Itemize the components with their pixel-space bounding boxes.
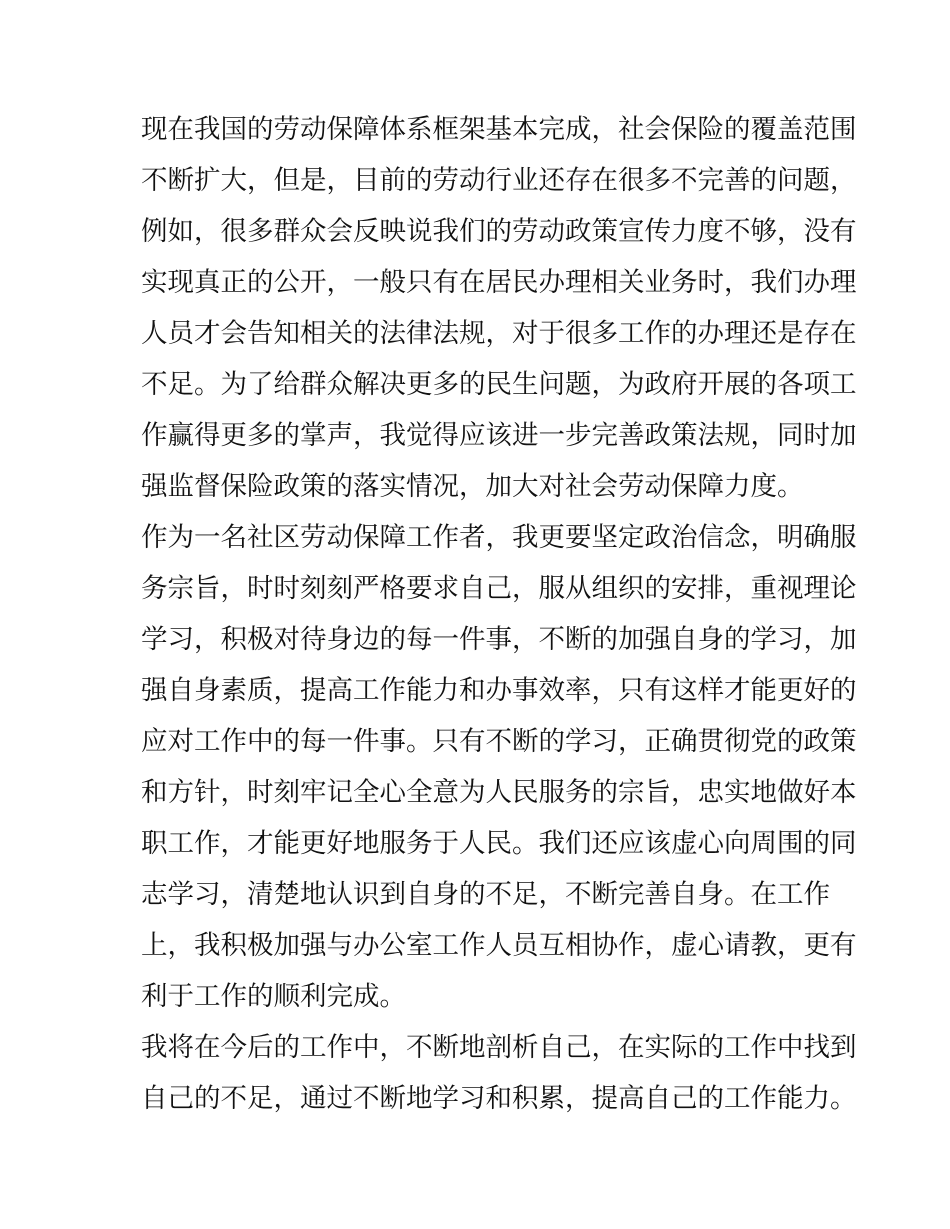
text-line: 不足。为了给群众解决更多的民生问题，为政府开展的各项工	[141, 369, 857, 400]
text-line: 学习，积极对待身边的每一件事，不断的加强自身的学习，加	[141, 624, 857, 655]
text-line: 作赢得更多的掌声，我觉得应该进一步完善政策法规，同时加	[141, 420, 857, 451]
text-line: 强监督保险政策的落实情况，加大对社会劳动保障力度。	[141, 471, 804, 502]
text-line: 实现真正的公开，一般只有在居民办理相关业务时，我们办理	[141, 267, 857, 298]
paragraph-2	[141, 512, 857, 1022]
text-line: 利于工作的顺利完成。	[141, 981, 406, 1012]
text-line: 职工作，才能更好地服务于人民。我们还应该虚心向周围的同	[141, 828, 857, 859]
text-line: 志学习，清楚地认识到自身的不足，不断完善自身。在工作	[141, 879, 830, 910]
text-line: 现在我国的劳动保障体系框架基本完成，社会保险的覆盖范围	[141, 114, 857, 145]
text-line: 例如，很多群众会反映说我们的劳动政策宣传力度不够，没有	[141, 216, 857, 247]
text-line: 作为一名社区劳动保障工作者，我更要坚定政治信念，明确服	[141, 522, 857, 553]
text-line: 自己的不足，通过不断地学习和积累，提高自己的工作能力。	[141, 1083, 857, 1114]
text-line: 强自身素质，提高工作能力和办事效率，只有这样才能更好的	[141, 675, 857, 706]
text-line: 务宗旨，时时刻刻严格要求自己，服从组织的安排，重视理论	[141, 573, 857, 604]
text-line: 应对工作中的每一件事。只有不断的学习，正确贯彻党的政策	[141, 726, 857, 757]
text-line: 和方针，时刻牢记全心全意为人民服务的宗旨，忠实地做好本	[141, 777, 857, 808]
text-line: 不断扩大，但是，目前的劳动行业还存在很多不完善的问题，	[141, 165, 857, 196]
text-line: 我将在今后的工作中，不断地剖析自己，在实际的工作中找到	[141, 1032, 857, 1063]
text-line: 人员才会告知相关的法律法规，对于很多工作的办理还是存在	[141, 318, 857, 349]
paragraph-3	[141, 1022, 857, 1124]
paragraph-1	[141, 104, 857, 512]
body-text	[141, 104, 857, 1124]
text-line: 上，我积极加强与办公室工作人员互相协作，虚心请教，更有	[141, 930, 857, 961]
